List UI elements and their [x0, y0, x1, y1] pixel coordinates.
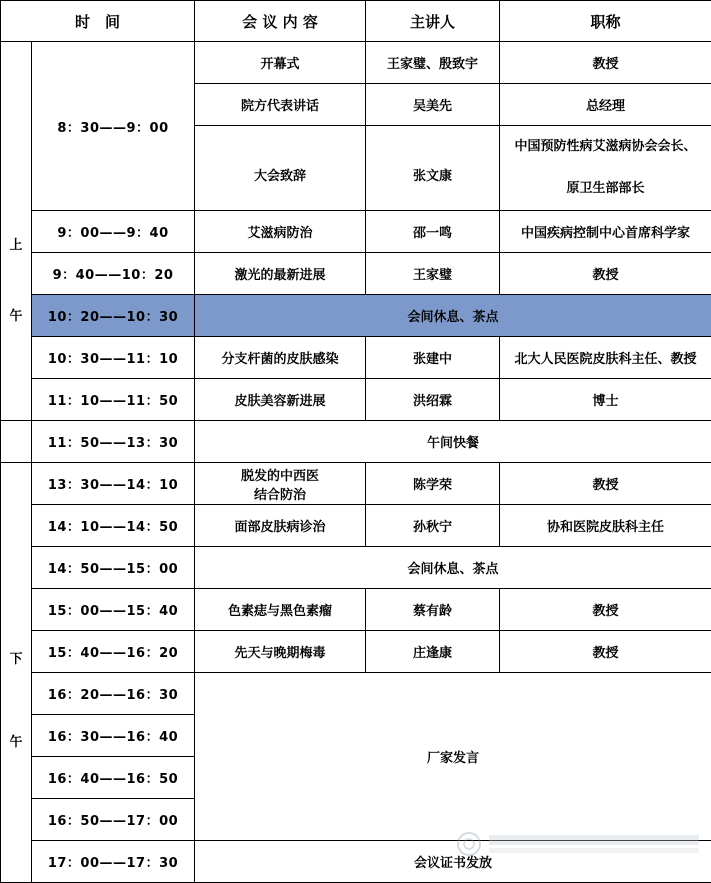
content-cell: 院方代表讲话 — [195, 84, 366, 126]
speaker-cell: 吴美先 — [366, 84, 500, 126]
title-cell: 教授 — [500, 42, 711, 84]
title-cell: 协和医院皮肤科主任 — [500, 505, 711, 547]
title-line-2: 原卫生部部长 — [500, 168, 711, 210]
header-content: 会 议 内 容 — [195, 1, 366, 42]
time-cell: 11：10——11：50 — [32, 379, 195, 421]
table-row — [1, 463, 711, 505]
content-cell: 开幕式 — [195, 42, 366, 84]
content-cell: 艾滋病防治 — [195, 211, 366, 253]
title-cell: 教授 — [500, 463, 711, 505]
period-afternoon-char-2: 午 — [9, 731, 22, 750]
time-cell: 10：30——11：10 — [32, 337, 195, 379]
table-row — [1, 841, 711, 883]
table-row — [1, 211, 711, 253]
table-row — [1, 631, 711, 673]
title-cell — [500, 126, 711, 211]
period-empty — [1, 421, 32, 463]
time-cell: 13：30——14：10 — [32, 463, 195, 505]
break-cell: 会间休息、茶点 — [195, 547, 711, 589]
speaker-cell: 蔡有龄 — [366, 589, 500, 631]
time-cell: 16：30——16：40 — [32, 715, 195, 757]
header-speaker: 主讲人 — [366, 1, 500, 42]
table-row — [1, 337, 711, 379]
speaker-cell: 庄逢康 — [366, 631, 500, 673]
certificate-cell: 会议证书发放 — [195, 841, 711, 883]
title-cell: 中国疾病控制中心首席科学家 — [500, 211, 711, 253]
content-cell: 激光的最新进展 — [195, 253, 366, 295]
content-cell: 面部皮肤病诊治 — [195, 505, 366, 547]
content-cell — [195, 463, 366, 505]
title-line-1: 中国预防性病艾滋病协会会长、 — [500, 126, 711, 168]
table-row — [1, 505, 711, 547]
content-line-1: 脱发的中西医 — [195, 465, 365, 484]
title-cell: 教授 — [500, 589, 711, 631]
speaker-cell: 邵一鸣 — [366, 211, 500, 253]
time-cell: 11：50——13：30 — [32, 421, 195, 463]
period-afternoon-char-1: 下 — [9, 648, 22, 667]
title-cell: 博士 — [500, 379, 711, 421]
table-row — [1, 253, 711, 295]
table-row — [1, 589, 711, 631]
period-morning-char-2: 午 — [9, 305, 22, 324]
table-row — [1, 42, 711, 84]
time-cell: 14：50——15：00 — [32, 547, 195, 589]
time-cell: 16：20——16：30 — [32, 673, 195, 715]
time-cell: 17：00——17：30 — [32, 841, 195, 883]
table-row — [1, 673, 711, 715]
title-cell: 教授 — [500, 253, 711, 295]
header-title: 职称 — [500, 1, 711, 42]
lunch-cell: 午间快餐 — [195, 421, 711, 463]
header-row — [1, 1, 711, 42]
table-row — [1, 547, 711, 589]
time-cell: 15：40——16：20 — [32, 631, 195, 673]
content-cell: 色素痣与黑色素瘤 — [195, 589, 366, 631]
time-cell: 16：40——16：50 — [32, 757, 195, 799]
content-cell: 大会致辞 — [195, 126, 366, 211]
speaker-cell: 洪绍霖 — [366, 379, 500, 421]
time-cell: 16：50——17：00 — [32, 799, 195, 841]
period-afternoon — [1, 463, 32, 883]
title-cell: 总经理 — [500, 84, 711, 126]
content-line-2: 结合防治 — [195, 484, 365, 503]
content-cell: 先天与晚期梅毒 — [195, 631, 366, 673]
speaker-cell: 王家璧 — [366, 253, 500, 295]
period-morning — [1, 42, 32, 421]
content-cell: 分支杆菌的皮肤感染 — [195, 337, 366, 379]
speaker-cell: 孙秋宁 — [366, 505, 500, 547]
header-time: 时 间 — [1, 1, 195, 42]
table-row — [1, 421, 711, 463]
time-cell: 8：30——9：00 — [32, 42, 195, 211]
time-cell: 9：40——10：20 — [32, 253, 195, 295]
time-cell: 9：00——9：40 — [32, 211, 195, 253]
table-row-highlight — [1, 295, 711, 337]
speaker-cell: 陈学荣 — [366, 463, 500, 505]
speaker-cell: 张文康 — [366, 126, 500, 211]
title-cell: 教授 — [500, 631, 711, 673]
time-cell: 15：00——15：40 — [32, 589, 195, 631]
table-row — [1, 379, 711, 421]
vendor-cell: 厂家发言 — [195, 673, 711, 841]
speaker-cell: 王家璧、殷致宇 — [366, 42, 500, 84]
speaker-cell: 张建中 — [366, 337, 500, 379]
break-cell: 会间休息、茶点 — [195, 295, 711, 337]
period-morning-char-1: 上 — [9, 234, 22, 253]
content-cell: 皮肤美容新进展 — [195, 379, 366, 421]
time-cell: 10：20——10：30 — [32, 295, 195, 337]
time-cell: 14：10——14：50 — [32, 505, 195, 547]
title-cell: 北大人民医院皮肤科主任、教授 — [500, 337, 711, 379]
